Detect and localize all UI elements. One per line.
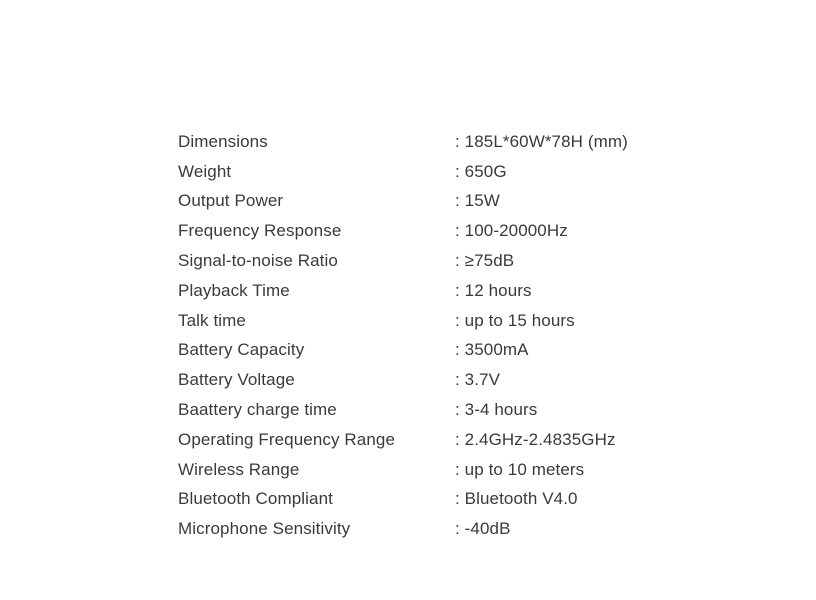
- spec-separator: :: [455, 310, 465, 330]
- spec-value: 3.7V: [464, 370, 501, 390]
- spec-separator: :: [455, 340, 465, 360]
- spec-separator: :: [455, 280, 465, 300]
- spec-row-weight: [178, 157, 698, 187]
- spec-label: Operating Frequency Range: [178, 429, 396, 449]
- spec-value: 15W: [464, 191, 500, 211]
- spec-row-output-power: [178, 187, 698, 217]
- spec-label: Weight: [178, 161, 232, 181]
- spec-row-frequency-response: [178, 216, 698, 246]
- spec-value: 2.4GHz-2.4835GHz: [464, 429, 616, 449]
- spec-row-bluetooth: [178, 485, 698, 515]
- spec-row-battery-capacity: [178, 336, 698, 366]
- spec-label: Talk time: [178, 310, 246, 330]
- spec-label: Battery Capacity: [178, 340, 305, 360]
- spec-row-battery-voltage: [178, 365, 698, 395]
- spec-separator: :: [455, 221, 465, 241]
- spec-label: Baattery charge time: [178, 400, 337, 420]
- spec-label: Playback Time: [178, 280, 290, 300]
- spec-row-operating-frequency: [178, 425, 698, 455]
- spec-separator: :: [455, 489, 465, 509]
- spec-row-charge-time: [178, 395, 698, 425]
- spec-value: 650G: [464, 161, 507, 181]
- spec-label: Wireless Range: [178, 459, 300, 479]
- spec-value: up to 10 meters: [464, 459, 585, 479]
- spec-table: [178, 127, 698, 544]
- spec-separator: :: [455, 191, 465, 211]
- spec-row-dimensions: [178, 127, 698, 157]
- spec-value: 100-20000Hz: [464, 221, 568, 241]
- spec-row-playback-time: [178, 276, 698, 306]
- spec-label: Output Power: [178, 191, 284, 211]
- spec-separator: :: [455, 519, 465, 539]
- spec-separator: :: [455, 400, 465, 420]
- spec-row-signal-to-noise: [178, 246, 698, 276]
- spec-value: 3500mA: [464, 340, 529, 360]
- spec-label: Battery Voltage: [178, 370, 295, 390]
- spec-value: up to 15 hours: [464, 310, 575, 330]
- spec-label: Microphone Sensitivity: [178, 519, 351, 539]
- spec-separator: :: [455, 131, 465, 151]
- spec-value: 185L*60W*78H (mm): [464, 131, 628, 151]
- spec-label: Dimensions: [178, 131, 268, 151]
- spec-value: 12 hours: [464, 280, 532, 300]
- spec-row-wireless-range: [178, 455, 698, 485]
- spec-separator: :: [455, 251, 465, 271]
- spec-row-microphone: [178, 514, 698, 544]
- spec-label: Frequency Response: [178, 221, 342, 241]
- spec-separator: :: [455, 459, 465, 479]
- spec-separator: :: [455, 370, 465, 390]
- spec-value: ≥75dB: [464, 251, 515, 271]
- spec-value: 3-4 hours: [464, 400, 538, 420]
- spec-separator: :: [455, 429, 465, 449]
- spec-label: Signal-to-noise Ratio: [178, 251, 338, 271]
- spec-value: -40dB: [464, 519, 511, 539]
- spec-value: Bluetooth V4.0: [464, 489, 578, 509]
- spec-separator: :: [455, 161, 465, 181]
- spec-row-talk-time: [178, 306, 698, 336]
- spec-label: Bluetooth Compliant: [178, 489, 333, 509]
